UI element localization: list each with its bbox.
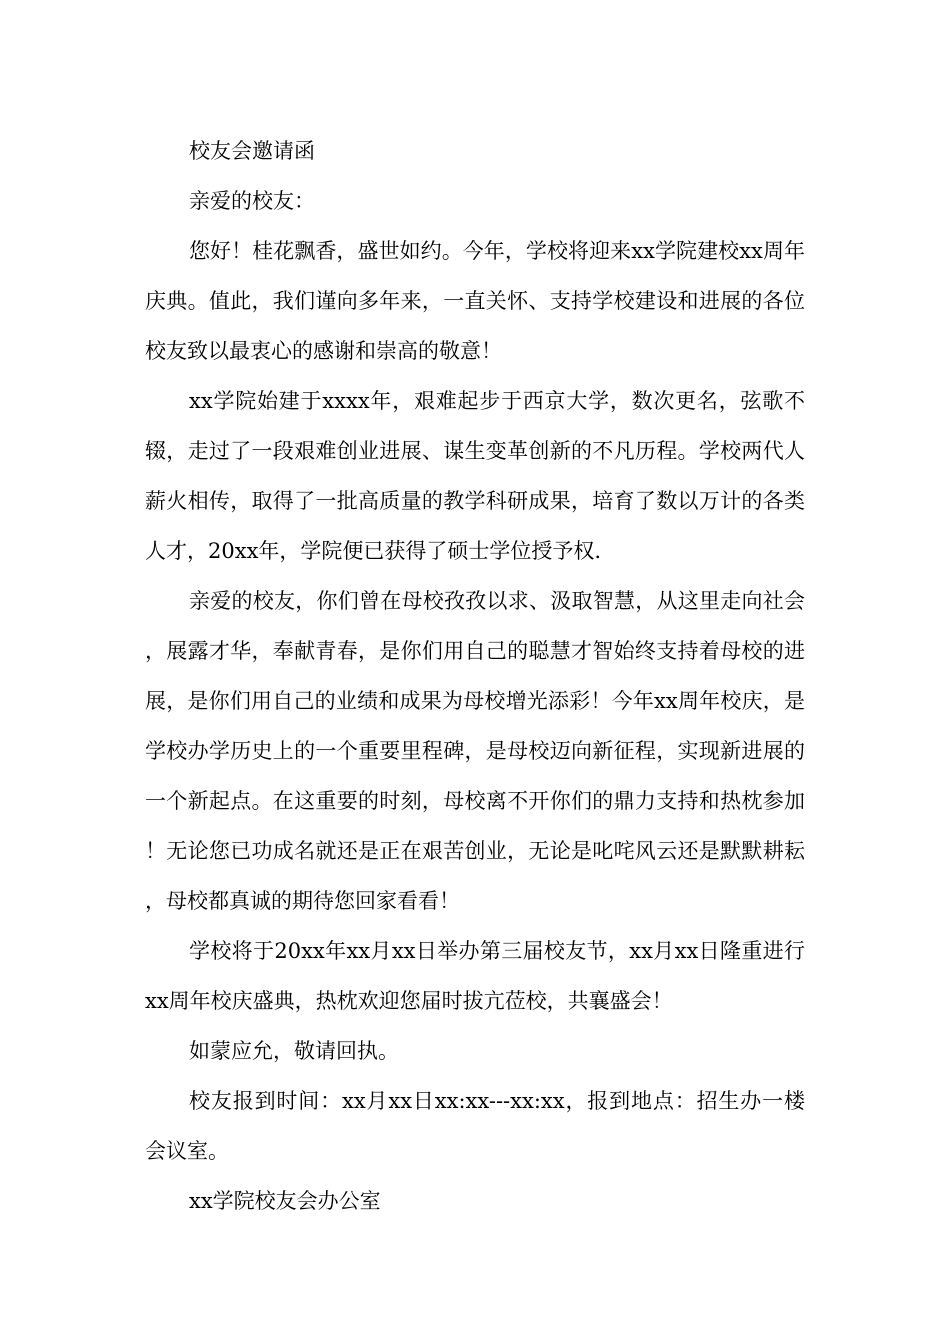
letter-title: 校友会邀请函 (189, 139, 315, 163)
paragraph-history: xx学院始建于xxxx年，艰难起步于西京大学，数次更名，弦歌不辍，走过了一段艰难创业进展、谋生变革创新的不凡历程。学校两代人薪火相传，取得了一批高质量的教学科研成果，培育了数以万计的各类人才，20xx年，学院便已获得了硕士学位授予权. (145, 389, 805, 563)
salutation: 亲爱的校友： (189, 189, 315, 213)
signature: xx学院校友会办公室 (189, 1189, 381, 1213)
paragraph-greeting: 您好！桂花飘香，盛世如约。今年，学校将迎来xx学院建校xx周年庆典。值此，我们谨向多年来，一直关怀、支持学校建设和进展的各位校友致以最衷心的感谢和崇高的敬意！ (145, 239, 805, 363)
paragraph-appeal: 亲爱的校友，你们曾在母校孜孜以求、汲取智慧，从这里走向社会，展露才华，奉献青春，是你们用自己的聪慧才智始终支持着母校的进展，是你们用自己的业绩和成果为母校增光添彩！今年xx周年校庆，是学校办学历史上的一个重要里程碑，是母校迈向新征程，实现新进展的一个新起点。在这重要的时刻，母校离不开你们的鼎力支持和热枕参加！无论您已功成名就还是正在艰苦创业，无论是叱咤风云还是默默耕耘，母校都真诚的期待您回家看看！ (145, 589, 805, 913)
letter-body (145, 126, 805, 1226)
paragraph-reply: 如蒙应允，敬请回执。 (189, 1039, 399, 1063)
paragraph-event: 学校将于20xx年xx月xx日举办第三届校友节，xx月xx日隆重进行xx周年校庆盛典，热枕欢迎您届时拔亢莅校，共襄盛会！ (145, 939, 805, 1013)
paragraph-registration: 校友报到时间：xx月xx日xx:xx---xx:xx，报到地点：招生办一楼会议室。 (145, 1089, 805, 1163)
